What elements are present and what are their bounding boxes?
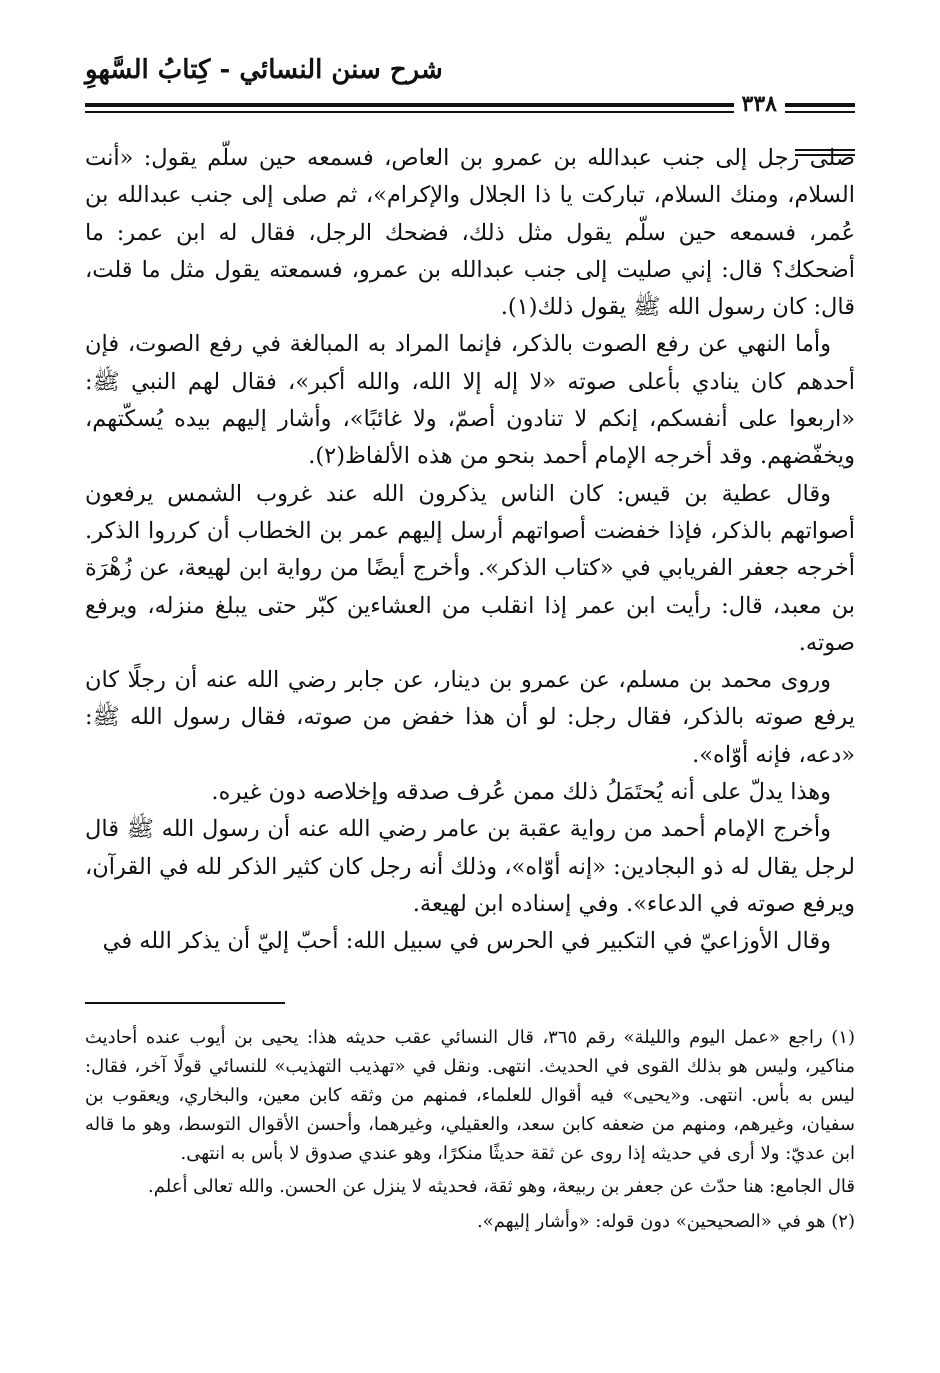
page-header bbox=[85, 55, 855, 117]
paragraph: صلى رجل إلى جنب عبدالله بن عمرو بن العاص، فسمعه حين سلّم يقول: «أنت السلام، ومنك السلام، تباركت يا ذا الجلال والإكرام»، ثم صلى إلى جنب عبدالله بن عُمر، فسمعه حين سلّم يقول مثل ذلك، فضحك الرجل، فقال له ابن عمر: ما أضحكك؟ قال: إني صليت إلى جنب عبدالله بن عمرو، فسمعته يقول مثل ما قلت، قال: كان رسول الله ﷺ يقول ذلك(١). bbox=[85, 145, 855, 321]
paragraph: وأما النهي عن رفع الصوت بالذكر، فإنما المراد به المبالغة في رفع الصوت، فإن أحدهم كان ينادي بأعلى صوته «لا إله إلا الله، والله أكبر»، فقال لهم النبي ﷺ: «اربعوا على أنفسكم، إنكم لا تنادون أصمّ، ولا غائبًا»، وأشار إليهم بيده يُسكّتهم، ويخفّضهم. وقد أخرجه الإمام أحمد بنحو من هذه الألفاظ(٢). bbox=[85, 331, 855, 470]
paragraph: وهذا يدلّ على أنه يُحتَمَلُ ذلك ممن عُرف صدقه وإخلاصه دون غيره. bbox=[211, 779, 831, 806]
footnote-1: (١) راجع «عمل اليوم والليلة» رقم ٣٦٥، قال النسائي عقب حديثه هذا: يحيى بن أيوب عنده أحاديث مناكير، وليس هو بذلك القوى في الحديث. انتهى. ونقل في «تهذيب التهذيب» للنسائي قولًا آخر، فقال: ليس به بأس. انتهى. و«يحيى» فيه أقوال للعلماء، فمنهم من وثقه كابن معين، والبخاري، ويعقوب بن سفيان، وغيرهم، ومنهم من ضعفه كابن سعد، والعقيلي، وغيرهما، وأحسن الأقوال التوسط، وهو ما قاله ابن عديّ: ولا أرى في حديثه إذا روى عن ثقة حديثًا منكرًا، وهو عندي صدوق لا بأس به انتهى. bbox=[85, 1027, 855, 1164]
paragraph: وقال عطية بن قيس: كان الناس يذكرون الله عند غروب الشمس يرفعون أصواتهم بالذكر، فإذا خفضت أصواتهم أرسل إليهم عمر بن الخطاب أن كرروا الذكر. أخرجه جعفر الفريابي في «كتاب الذكر». وأخرج أيضًا من رواية ابن لهيعة، عن زُهْرَة بن معبد، قال: رأيت ابن عمر إذا انقلب من العشاءين كبّر حتى يبلغ منزله، ويرفع صوته. bbox=[85, 480, 855, 656]
running-title: شرح سنن النسائي - كِتابُ السَّهوِ bbox=[85, 55, 443, 85]
main-text bbox=[85, 140, 855, 961]
footnote-1-continuation: قال الجامع: هنا حدّث عن جعفر بن ربيعة، وهو ثقة، فحديثه لا ينزل عن الحسن. والله تعالى أعلم. bbox=[148, 1176, 855, 1197]
page-number: ٣٣٨ bbox=[734, 93, 785, 115]
footnote-2: (٢) هو في «الصحيحين» دون قوله: «وأشار إليهم». bbox=[476, 1211, 855, 1232]
footnotes bbox=[85, 1023, 855, 1236]
footnote-separator bbox=[85, 1002, 285, 1004]
paragraph: وأخرج الإمام أحمد من رواية عقبة بن عامر رضي الله عنه أن رسول الله ﷺ قال لرجل يقال له ذو البجادين: «إنه أوّاه»، وذلك أنه رجل كان كثير الذكر لله في القرآن، ويرفع صوته في الدعاء». وفي إسناده ابن لهيعة. bbox=[85, 816, 855, 917]
paragraph: وقال الأوزاعيّ في التكبير في الحرس في سبيل الله: أحبّ إليّ أن يذكر الله في bbox=[102, 928, 831, 955]
paragraph: وروى محمد بن مسلم، عن عمرو بن دينار، عن جابر رضي الله عنه أن رجلًا كان يرفع صوته بالذكر، فقال رجل: لو أن هذا خفض من صوته، فقال رسول الله ﷺ: «دعه، فإنه أوّاه». bbox=[85, 667, 855, 768]
